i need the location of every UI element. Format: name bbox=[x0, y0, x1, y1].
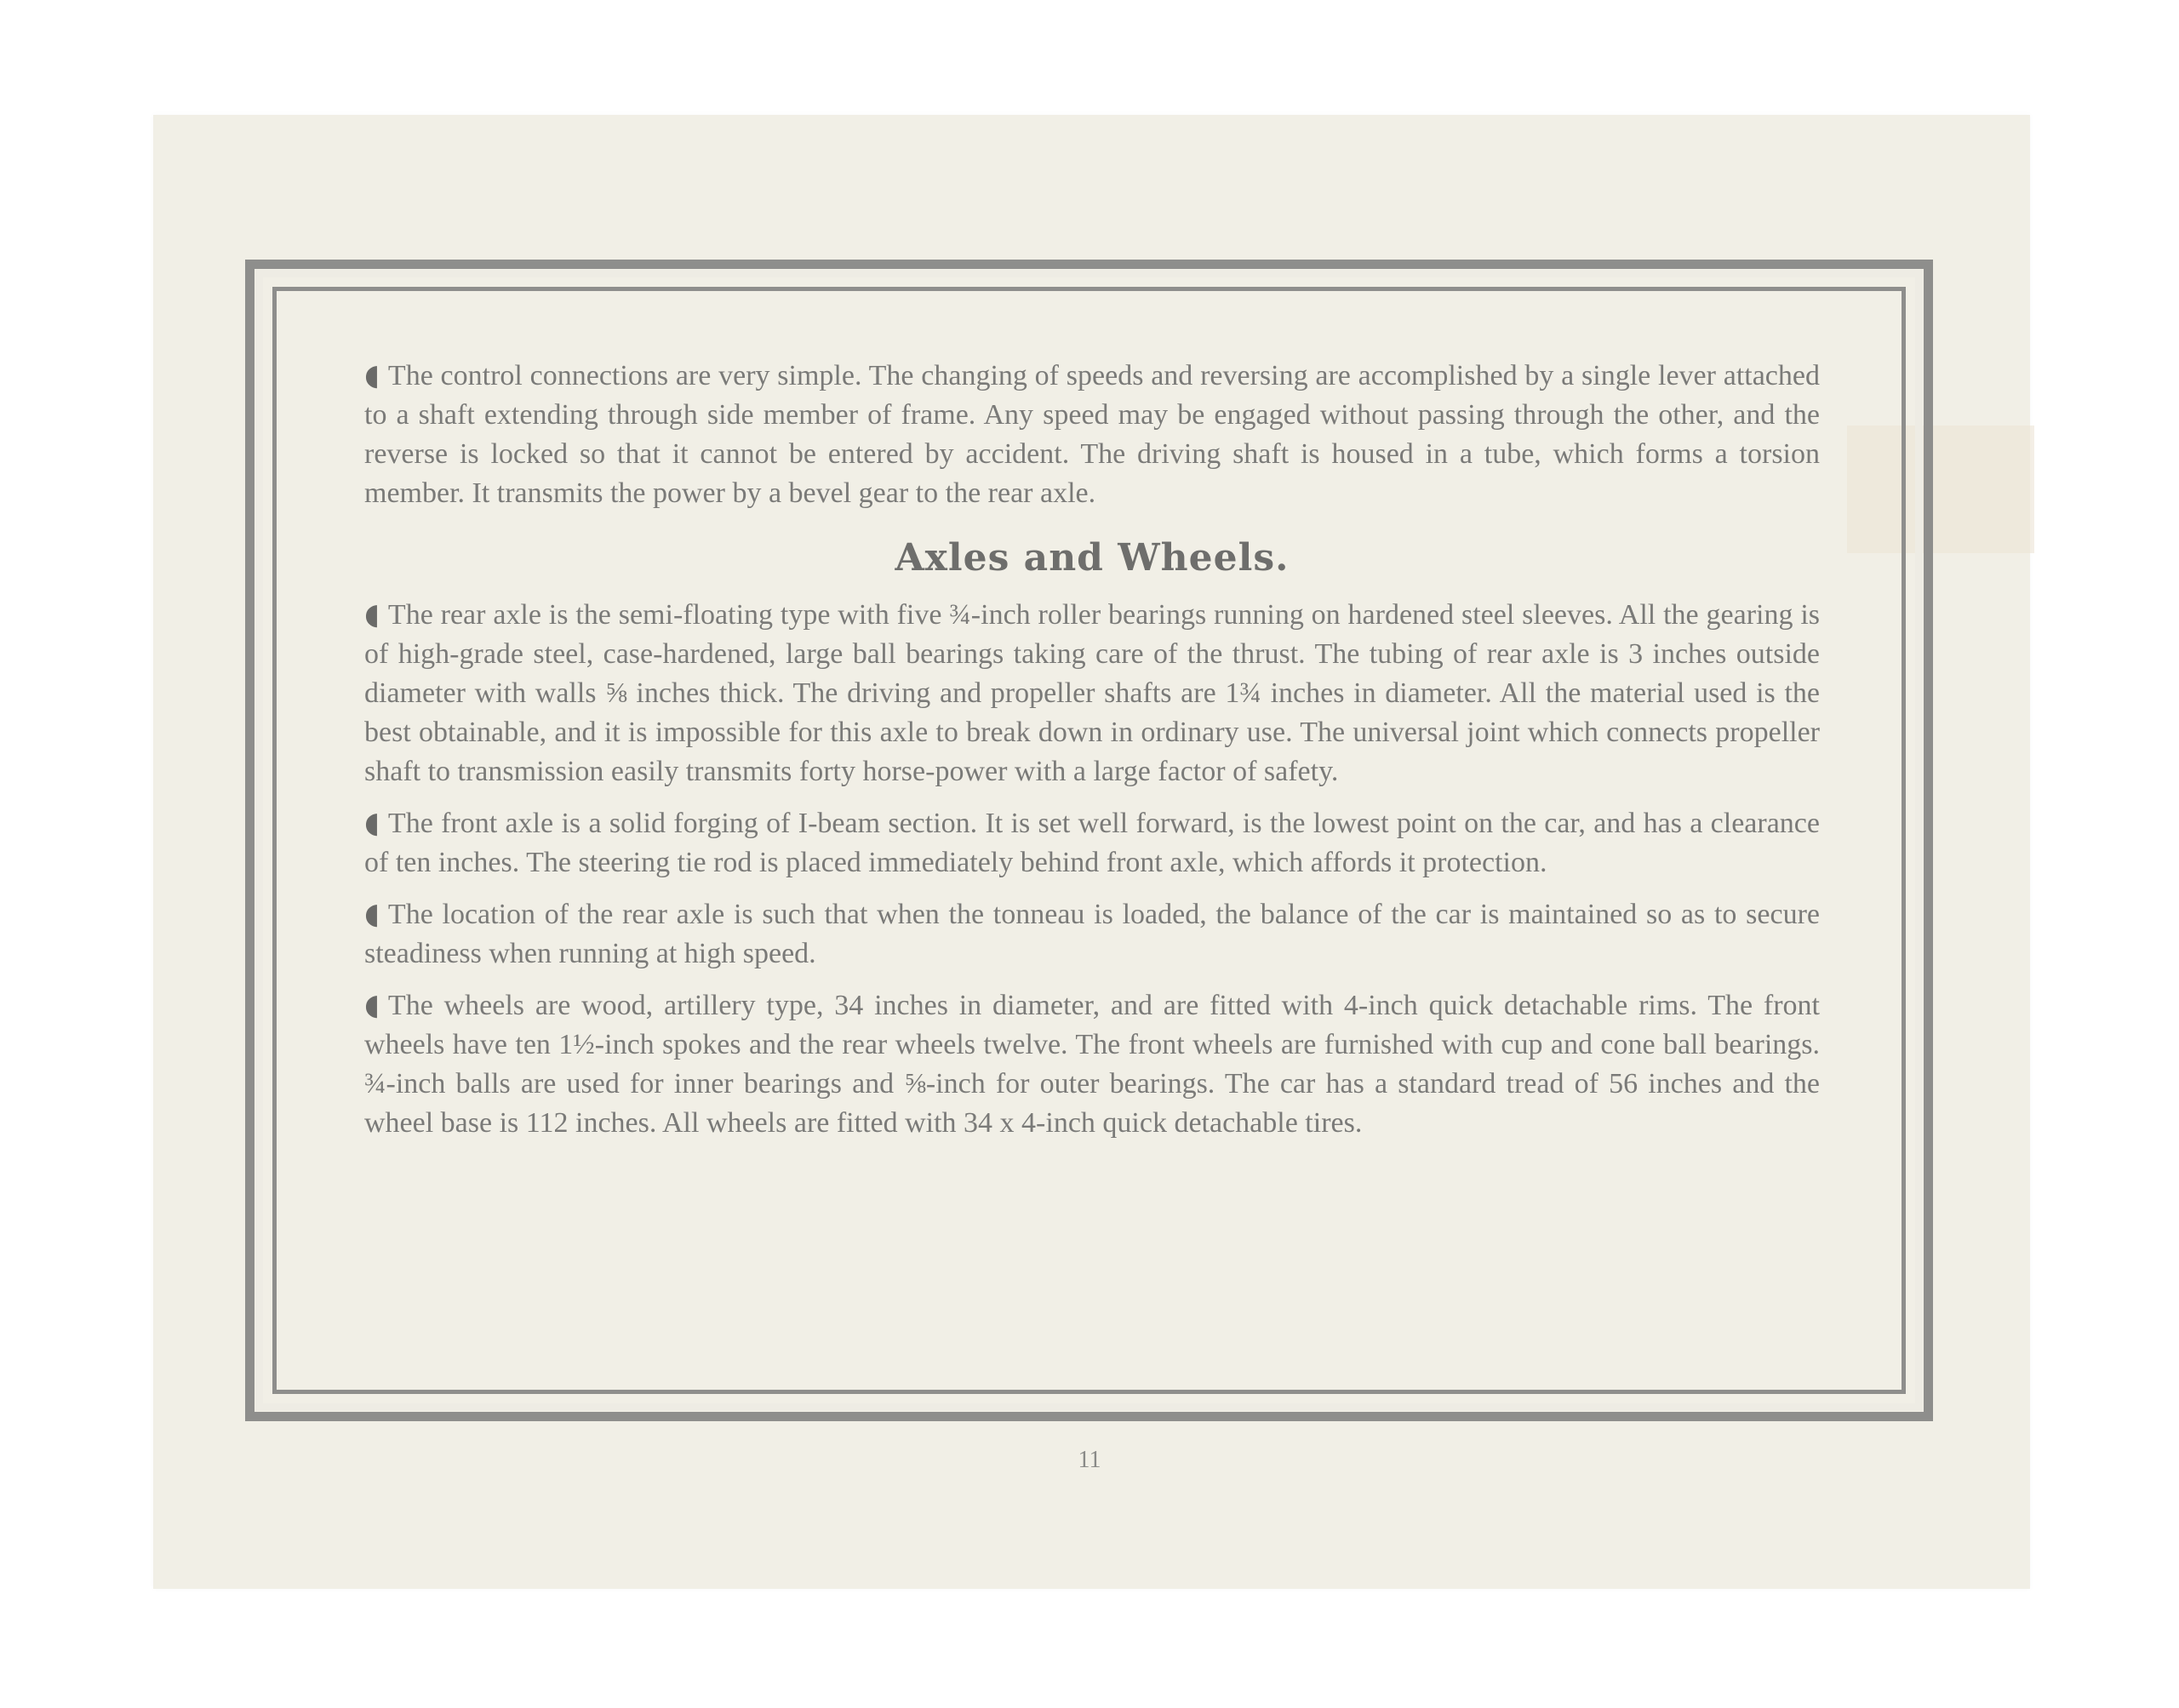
paragraph-mark-icon: ◖ bbox=[364, 358, 380, 392]
paragraph-wheels bbox=[364, 985, 1820, 1143]
paragraph-text: The wheels are wood, artillery type, 34 inches in diameter, and are fitted with 4-inch quick detachable rims. The front wheels have ten 1½-inch spokes and the rear wheels twelve. The front wheels are furnished with cup and cone ball bearings. ¾-inch balls are used for inner bearings and ⅝-inch for outer bearings. The car has a standard tread of 56 inches and the wheel base is 112 inches. All wheels are fitted with 34 x 4-inch quick detachable tires. bbox=[364, 990, 1820, 1139]
paragraph-mark-icon: ◖ bbox=[364, 897, 380, 931]
paragraph-text: The front axle is a solid forging of I-beam section. It is set well forward, is the lowest point on the car, and has a clearance of ten inches. The steering tie rod is placed immediately behind front axle, which affords it protection. bbox=[364, 808, 1820, 878]
paragraph-text: The location of the rear axle is such that when the tonneau is loaded, the balance of the car is maintained so as to secure steadiness when running at high speed. bbox=[364, 899, 1820, 969]
paragraph-mark-icon: ◖ bbox=[364, 988, 380, 1022]
intro-paragraph bbox=[364, 356, 1820, 513]
paragraph-mark-icon: ◖ bbox=[364, 597, 380, 631]
page-body bbox=[364, 356, 1820, 1155]
paragraph-front-axle bbox=[364, 803, 1820, 883]
section-heading: Axles and Wheels. bbox=[895, 536, 1290, 580]
paragraph-text: The rear axle is the semi-floating type with five ¾-inch roller bearings running on hardened steel sleeves. All the gearing is of high-grade steel, case-hardened, large ball bearings taking care of the thrust. The tubing of rear axle is 3 inches outside diameter with walls ⅝ inches thick. The driving and propeller shafts are 1¾ inches in diameter. All the material used is the best obtainable, and it is impossible for this axle to break down in ordinary use. The universal joint which connects propeller shaft to transmission easily transmits forty horse-power with a large factor of safety. bbox=[364, 599, 1820, 787]
paragraph-rear-axle bbox=[364, 595, 1820, 791]
page-number: 11 bbox=[1078, 1447, 1101, 1473]
paragraph-axle-location bbox=[364, 894, 1820, 974]
intro-paragraph-text: The control connections are very simple. The changing of speeds and reversing are accomplished by a single lever attached to a shaft extending through side member of frame. Any speed may be engaged without passing through the other, and the reverse is locked so that it cannot be entered by accident. The driving shaft is housed in a tube, which forms a torsion member. It transmits the power by a bevel gear to the rear axle. bbox=[364, 360, 1820, 509]
paragraph-mark-icon: ◖ bbox=[364, 806, 380, 840]
